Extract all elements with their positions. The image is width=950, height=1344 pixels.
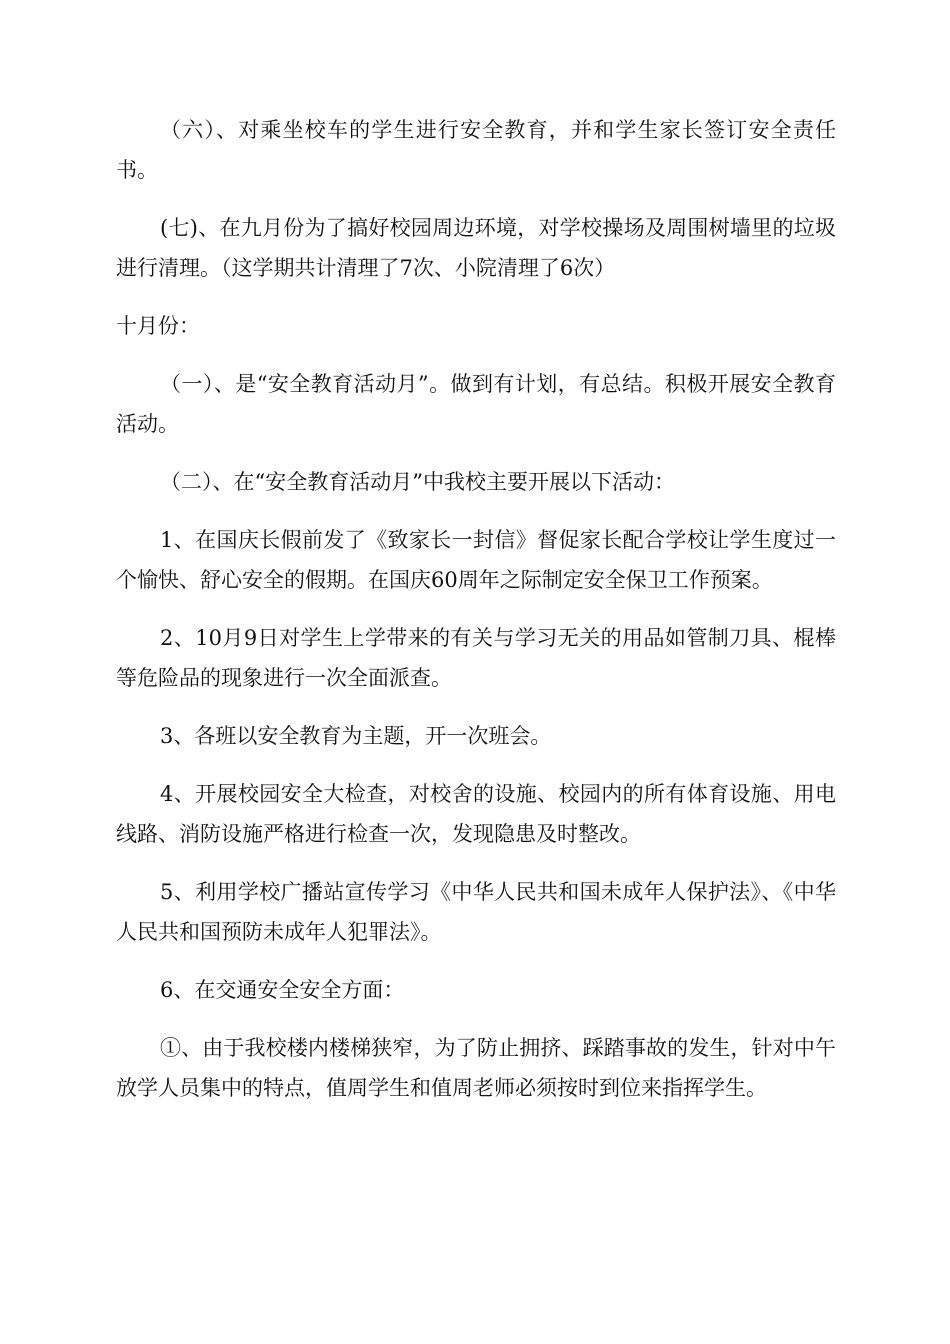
list-item-6: 6、在交通安全安全方面： xyxy=(160,978,405,1002)
list-item-5: 5、利用学校广播站宣传学习《中华人民共和国未成年人保护法》、《中华人民共和国预防未成年人犯罪法》。 xyxy=(116,880,836,944)
paragraph-october-1: （一）、是“安全教育活动月”。做到有计划，有总结。积极开展安全教育活动。 xyxy=(116,372,836,436)
paragraph-october-2: （二）、在“安全教育活动月”中我校主要开展以下活动： xyxy=(160,470,675,494)
paragraph-item-6-school-bus: （六）、对乘坐校车的学生进行安全教育，并和学生家长签订安全责任书。 xyxy=(116,118,836,182)
list-item-2: 2、10月9日对学生上学带来的有关与学习无关的用品如管制刀具、棍棒等危险品的现象进行一次全面派查。 xyxy=(116,626,836,690)
list-item-4: 4、开展校园安全大检查，对校舍的设施、校园内的所有体育设施、用电线路、消防设施严格进行检查一次，发现隐患及时整改。 xyxy=(116,782,836,846)
section-heading-october: 十月份： xyxy=(116,314,200,338)
list-item-1: 1、在国庆长假前发了《致家长一封信》督促家长配合学校让学生度过一个愉快、舒心安全的假期。在国庆60周年之际制定安全保卫工作预案。 xyxy=(116,528,836,592)
paragraph-item-7-cleanup: (七)、在九月份为了搞好校园周边环境，对学校操场及周围树墙里的垃圾进行清理。（这学期共计清理了7次、小院清理了6次） xyxy=(116,216,836,280)
document-body xyxy=(116,110,836,1126)
sub-item-1: ①、由于我校楼内楼梯狭窄，为了防止拥挤、踩踏事故的发生，针对中午放学人员集中的特点，值周学生和值周老师必须按时到位来指挥学生。 xyxy=(116,1036,836,1100)
list-item-3: 3、各班以安全教育为主题，开一次班会。 xyxy=(160,724,552,748)
